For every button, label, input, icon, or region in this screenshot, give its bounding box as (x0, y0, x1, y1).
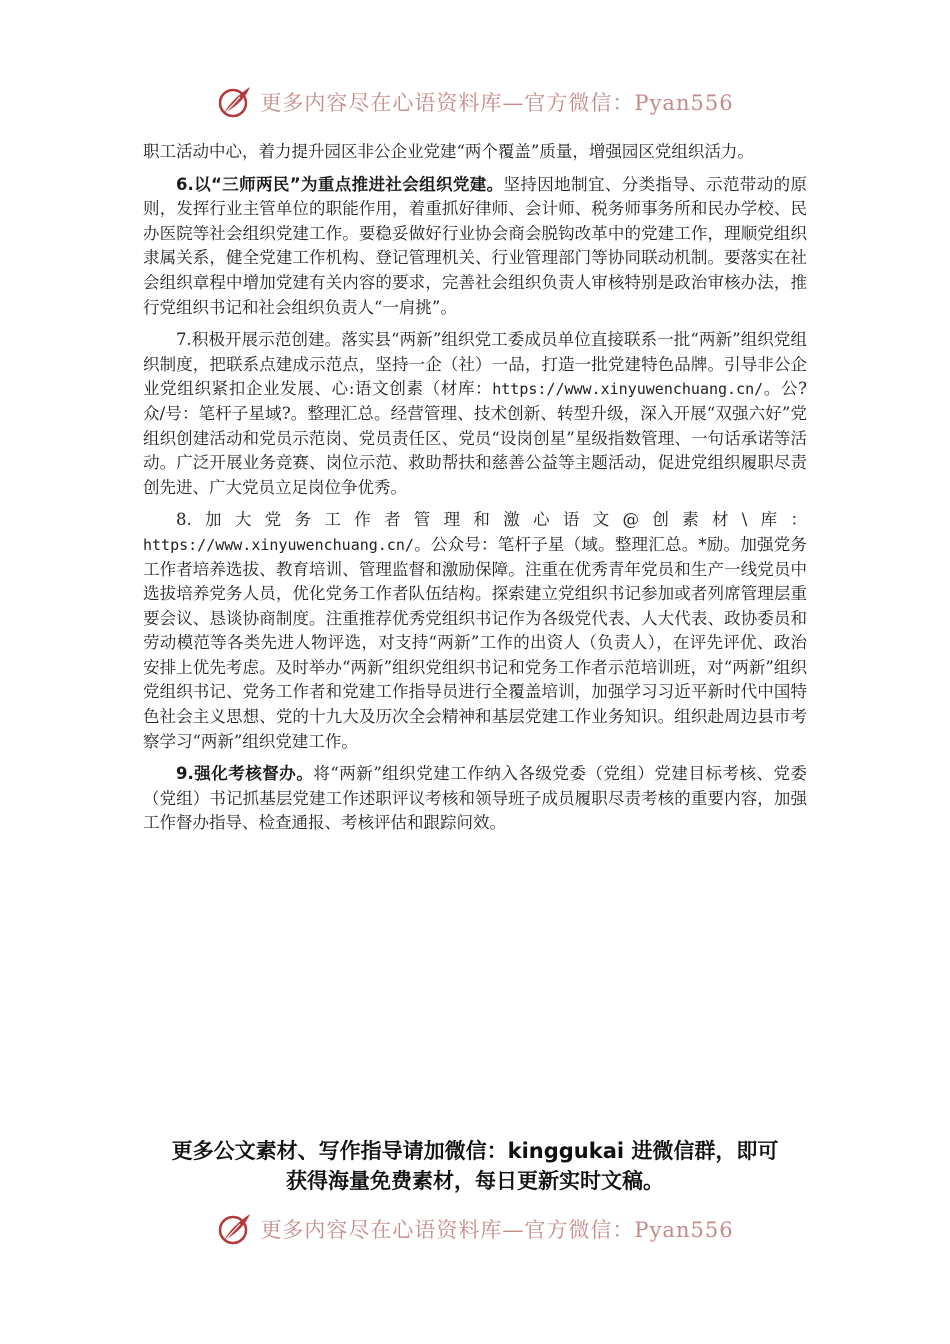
paragraph-8-url: https://www.xinyuwenchuang.cn/ (143, 535, 414, 554)
quill-logo-icon (216, 83, 254, 121)
quill-logo-icon (216, 1210, 254, 1248)
paragraph-6 (143, 173, 807, 321)
paragraph-8-text-b: 。公众号：笔杆子星（域。整理汇总。*励。加强党务工作者培养选拔、教育培训、管理监督和激励保障。注重在优秀青年党员和生产一线党员中选拔培养党务人员，优化党务工作者队伍结构。探索建立党组织书记参加或者列席管理层重要会议、恳谈协商制度。注重推荐优秀党组织书记作为各级党代表、人大代表、政协委员和劳动模范等各类先进人物评选，对支持“两新”工作的出资人（负责人），在评先评优、政治安排上优先考虑。及时举办“两新”组织党组织书记和党务工作者示范培训班，对“两新”组织党组织书记、党务工作者和党建工作指导员进行全覆盖培训，加强学习习近平新时代中国特色社会主义思想、党的十九大及历次全会精神和基层党建工作业务知识。组织赴周边县市考察学习“两新”组织党建工作。 (143, 534, 807, 751)
header-banner (0, 80, 950, 124)
paragraph-9 (143, 762, 807, 836)
paragraph-7-url: https://www.xinyuwenchuang.cn/ (492, 380, 764, 399)
paragraph-6-heading: 6.以“三师两民”为重点推进社会组织党建。 (176, 174, 504, 194)
paragraph-7-text-b: 。公?众/号：笔杆子星域?。整理汇总。经营管理、技术创新、转型升级，深入开展“双强六好”党组织创建活动和党员示范岗、党员责任区、党员“设岗创星”星级指数管理、一句话承诺等活动。广泛开展业务竞赛、岗位示范、救助帮扶和慈善公益等主题活动，促进党组织履职尽责创先进、广大党员立足岗位争优秀。 (143, 379, 807, 497)
footer-promo-line-1: 更多公文素材、写作指导请加微信：kinggukai 进微信群，即可 (171, 1139, 779, 1163)
paragraph-continuation: 职工活动中心，着力提升园区非公企业党建“两个覆盖”质量，增强园区党组织活力。 (143, 142, 754, 161)
document-body (143, 140, 807, 844)
paragraph-8 (143, 508, 807, 754)
footer-banner (0, 1207, 950, 1251)
paragraph-6-body: 坚持因地制宜、分类指导、示范带动的原则，发挥行业主管单位的职能作用，着重抓好律师、会计师、税务师事务所和民办学校、民办医院等社会组织党建工作。要稳妥做好行业协会商会脱钩改革中的党建工作，理顺党组织隶属关系，健全党建工作机构、登记管理机关、行业管理部门等协同联动机制。要落实在社会组织章程中增加党建有关内容的要求，完善社会组织负责人审核特别是政治审核办法，推行党组织书记和社会组织负责人“一肩挑”。 (143, 174, 808, 317)
footer-promo-note (100, 1136, 850, 1196)
paragraph-9-body: 将“两新”组织党建工作纳入各级党委（党组）党建目标考核、党委（党组）书记抓基层党建工作述职评议考核和领导班子成员履职尽责考核的重要内容，加强工作督办指导、检查通报、考核评估和跟踪问效。 (143, 764, 808, 833)
header-banner-text: 更多内容尽在心语资料库—官方微信：Pyan556 (260, 91, 734, 115)
paragraph-7-text-a: 7.积极开展示范创建。落实县“两新”组织党工委成员单位直接联系一批“两新”组织党组织制度，把联系点建成示范点，坚持一企（社）一品，打造一批党建特色品牌。引导非公企业党组织紧扣企业发展、心:语文创素（材库： (143, 330, 807, 399)
paragraph-7 (143, 328, 807, 500)
footer-promo-line-2: 获得海量免费素材，每日更新实时文稿。 (286, 1169, 664, 1193)
footer-banner-text: 更多内容尽在心语资料库—官方微信：Pyan556 (260, 1218, 734, 1242)
paragraph-9-heading: 9.强化考核督办。 (176, 764, 314, 784)
paragraph-8-text-a: 8.加大党务工作者管理和激心语文@创素材\库： (176, 510, 807, 530)
